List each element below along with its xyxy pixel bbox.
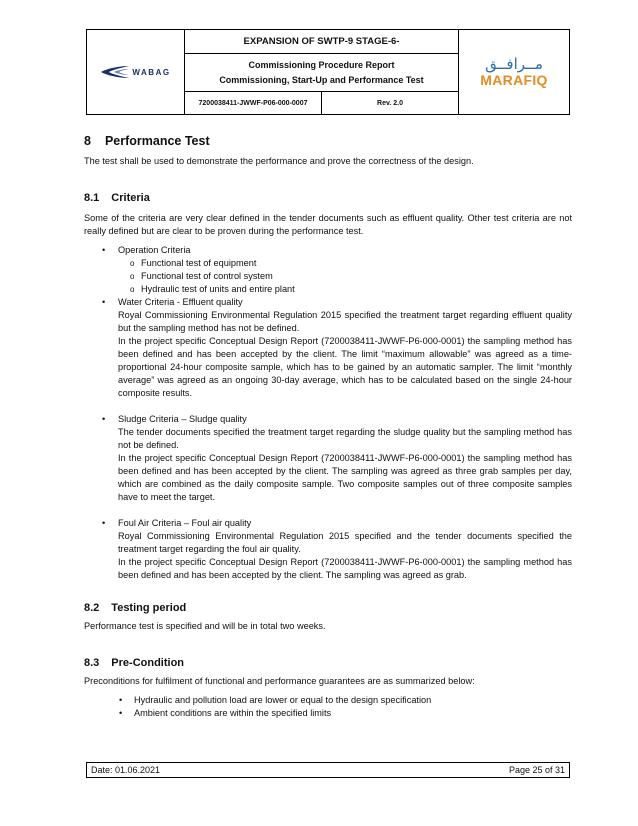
foul-air-criteria-p2: In the project specific Conceptual Design Report (7200038411-JWWF-P6-000-0001) the sampling method has been defined and has been accepted by the client. The sampling was agreed as grab. [118, 557, 572, 580]
foul-air-criteria-p1: Royal Commissioning Environmental Regulation 2015 specified and the tender documents specified the treatment target regarding the foul air quality. [118, 531, 572, 554]
document-footer [86, 762, 570, 778]
section-title: Testing period [111, 601, 187, 614]
section-number: 8.2 [84, 601, 100, 614]
section-title: Pre-Condition [111, 656, 185, 669]
foul-air-criteria-label: Foul Air Criteria – Foul air quality [118, 518, 252, 528]
pre-condition-list [84, 694, 572, 720]
wabag-swoosh-icon [100, 64, 130, 80]
criteria-intro: Some of the criteria are very clear defined in the tender documents such as effluent quality. Other test criteria are not really defined but are clear to be proven during the performance test. [84, 213, 572, 236]
list-item [84, 257, 572, 270]
bullet-icon: • [119, 708, 123, 718]
sludge-criteria-p1: The tender documents specified the treatment target regarding the sludge quality but the sampling method has not be defined. [118, 427, 572, 450]
section-8-text: The test shall be used to demonstrate the performance and prove the correctness of the design. [84, 156, 474, 166]
header-subtitle-2: Commissioning, Start-Up and Performance Test [219, 75, 424, 85]
operation-criteria-label: Operation Criteria [118, 245, 191, 255]
list-item [84, 283, 572, 296]
list-item [84, 517, 572, 530]
circle-bullet-icon: o [130, 259, 135, 268]
pre-condition-intro: Preconditions for fulfilment of functional and performance guarantees are as summarized below: [84, 676, 475, 686]
water-criteria-label: Water Criteria - Effluent quality [118, 297, 243, 307]
list-item [84, 296, 572, 309]
section-8-1-heading [84, 190, 572, 206]
section-title: Performance Test [104, 133, 210, 148]
operation-item: Hydraulic test of units and entire plant [141, 284, 295, 294]
operation-item: Functional test of equipment [141, 258, 257, 268]
section-8-2-heading [84, 600, 572, 616]
operation-item: Functional test of control system [141, 271, 273, 281]
pre-condition-item: Ambient conditions are within the specified limits [134, 708, 332, 718]
section-title: Criteria [111, 191, 150, 204]
list-item [84, 244, 572, 257]
pre-condition-item: Hydraulic and pollution load are lower or equal to the design specification [134, 695, 432, 705]
water-criteria-p2: In the project specific Conceptual Design Report (7200038411-JWWF-P6-000-0001) the sampling method has been defined and has been accepted by the client. The limit “maximum allowable” was agreed as a time-proportional 24-hour composite sample, which has to be gained by an automatic sampler. The limit “monthly average” was agreed as an ongoing 30-day average, which has to be calculated based on the single 24-hour composite results. [118, 336, 572, 398]
footer-page-number: Page 25 of 31 [508, 765, 565, 775]
section-number: 8.3 [84, 656, 100, 669]
bullet-icon: • [102, 245, 106, 255]
page-content [84, 132, 572, 720]
header-subtitles [185, 54, 458, 92]
document-header [86, 29, 570, 115]
list-item [84, 270, 572, 283]
footer-date: Date: 01.06.2021 [91, 765, 161, 775]
marafiq-logo-english: MARAFIQ [480, 72, 548, 88]
bullet-icon: • [119, 695, 123, 705]
marafiq-logo-arabic: مــرافــق [485, 55, 543, 73]
sludge-criteria-p2: In the project specific Conceptual Design Report (7200038411-JWWF-P6-000-0001) the sampling method has been defined and has been accepted by the client. The sampling was agreed as three grab samples per day, which are combined as the daily composite sample. Two composite samples out of three composite samples have to meet the target. [118, 453, 572, 502]
section-number: 8.1 [84, 191, 100, 204]
section-8-3-heading [84, 655, 572, 671]
marafiq-logo [458, 30, 569, 114]
bullet-icon: • [102, 414, 106, 424]
wabag-logo-text: WABAG [132, 67, 171, 77]
bullet-icon: • [102, 297, 106, 307]
testing-period-text: Performance test is specified and will be in total two weeks. [84, 621, 326, 631]
circle-bullet-icon: o [130, 285, 135, 294]
criteria-list [84, 244, 572, 582]
section-8-heading [84, 132, 572, 150]
wabag-logo [87, 30, 185, 114]
circle-bullet-icon: o [130, 272, 135, 281]
list-item [84, 413, 572, 426]
sludge-criteria-label: Sludge Criteria – Sludge quality [118, 414, 247, 424]
bullet-icon: • [102, 518, 106, 528]
revision: Rev. 2.0 [321, 92, 458, 114]
water-criteria-p1: Royal Commissioning Environmental Regulation 2015 specified the treatment target regarding effluent quality but the sampling method has not be defined. [118, 310, 572, 333]
section-number: 8 [84, 133, 91, 148]
list-item [84, 707, 572, 720]
doc-number: 7200038411-JWWF-P06-000-0007 [198, 99, 308, 107]
list-item [84, 694, 572, 707]
header-subtitle-1: Commissioning Procedure Report [248, 60, 395, 70]
header-title: EXPANSION OF SWTP-9 STAGE-6- [185, 30, 458, 54]
header-doc-info [185, 92, 458, 114]
header-center [185, 30, 458, 114]
